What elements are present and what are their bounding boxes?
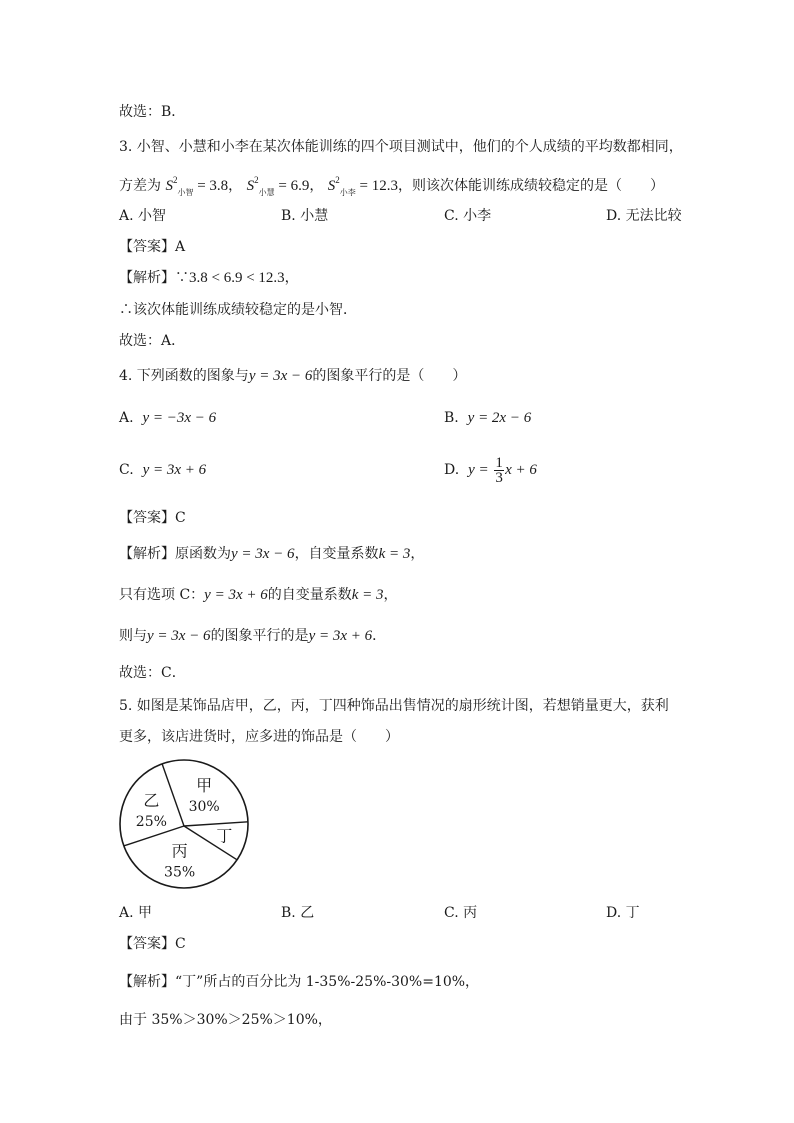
q3-s3-val: = 12.3 — [359, 178, 399, 194]
q4-a3-mid: 的图象平行的是 — [210, 628, 309, 644]
q4-option-d-denominator: 3 — [495, 469, 503, 486]
q4-stem-expr: y = 3x − 6 — [248, 368, 313, 384]
q5-stem-1: 5. 如图是某饰品店甲，乙，丙，丁四种饰品出售情况的扇形统计图，若想销量更大，获利 — [119, 698, 669, 714]
pie-slice-label: 甲 — [196, 776, 213, 796]
q4-analysis-3 — [119, 626, 386, 646]
q3-s1-val: = 3.8 — [197, 178, 229, 194]
q4-option-a-label: A. — [119, 410, 134, 426]
q3-option-b: B. 小慧 — [281, 208, 329, 224]
q3-option-d: D. 无法比较 — [606, 208, 682, 224]
q3-stem: 3. 小智、小慧和小李在某次体能训练的四个项目测试中，他们的个人成绩的平均数都相同， — [119, 139, 683, 155]
q4-option-b-expr: y = 2x − 6 — [467, 410, 532, 426]
q4-stem — [119, 366, 466, 386]
q5-option-a: A. 甲 — [119, 905, 153, 921]
q4-option-c-expr: y = 3x + 6 — [142, 462, 207, 478]
q3-s2-sub: 小慧 — [258, 188, 275, 197]
q4-analysis-1 — [119, 544, 424, 564]
q3-tail: ，则该次体能训练成绩较稳定的是（ ） — [398, 178, 665, 194]
q5-analysis-1: 【解析】“丁”所占的百分比为 1-35%-25%-30%=10%， — [119, 974, 480, 990]
q3-variance-prefix: 方差为 — [119, 178, 161, 194]
q4-a1-expr: y = 3x − 6 — [231, 546, 295, 562]
q4-stem-pre: 4. 下列函数的图象与 — [119, 368, 249, 384]
prev-answer-choice: 故选：B． — [119, 104, 186, 120]
q5-option-d: D. 丁 — [606, 905, 640, 921]
pie-boundary-line — [184, 822, 248, 826]
q3-variance-s2: $S^2_{小慧} = 6.9$ — [246, 175, 310, 197]
q3-s1-sub: 小智 — [177, 188, 194, 197]
q3-analysis-tail: ， — [284, 270, 299, 286]
q4-a2-tail: ， — [383, 587, 398, 603]
q3-s3-sub: 小李 — [339, 188, 356, 197]
pie-slice-label: 丙 — [171, 841, 188, 861]
pie-chart — [118, 758, 250, 894]
q5-stem-2: 更多，该店进货时，应多进的饰品是（ ） — [119, 729, 399, 745]
pie-slice-label: 乙 — [143, 790, 160, 810]
q3-analysis-expr: 3.8 < 6.9 < 12.3 — [189, 270, 285, 286]
q4-a1-pre: 【解析】原函数为 — [119, 546, 231, 562]
q4-analysis-2 — [119, 585, 398, 605]
q4-a3-pre: 则与 — [119, 628, 147, 644]
q3-s2-val: = 6.9 — [278, 178, 310, 194]
pie-chart-svg — [118, 758, 250, 890]
q3-option-c: C. 小李 — [444, 208, 492, 224]
q3-analysis-label: 【解析】∵ — [119, 270, 189, 286]
q4-option-a — [119, 408, 216, 428]
q3-choose: 故选：A． — [119, 333, 186, 349]
q4-a2-expr: y = 3x + 6 — [204, 587, 268, 603]
q4-a3-tail: ． — [372, 628, 387, 644]
q3-variance-s1: $S^2_{小智} = 3.8$ — [165, 175, 229, 197]
q4-option-d-label: D. — [444, 462, 460, 478]
q4-option-d-fraction — [494, 456, 504, 485]
q4-option-b — [444, 408, 531, 428]
q5-analysis-2: 由于 35%＞30%＞25%＞10%， — [119, 1012, 332, 1028]
q4-a2-pre: 只有选项 C： — [119, 587, 205, 603]
q3-option-a: A. 小智 — [119, 208, 167, 224]
q3-answer: 【答案】A — [119, 239, 186, 255]
q4-a2-mid: 的自变量系数 — [267, 587, 352, 603]
q4-a3-expr: y = 3x − 6 — [147, 628, 211, 644]
pie-slice-label: 丁 — [216, 826, 233, 846]
q4-option-c — [119, 460, 206, 480]
pie-slice-value-label: 25% — [135, 813, 167, 830]
q4-option-d-numerator: 1 — [495, 454, 503, 471]
q3-variance-s3: $S^2_{小李} = 12.3$ — [327, 175, 399, 197]
q4-a1-mid: ，自变量系数 — [294, 546, 379, 562]
q3-variance-line: 方差为 $S^2_{小智} = 3.8$， $S^2_{小慧} = 6.9$， $S^2_{小李} = 12.3$，则该次体能训练成绩较稳定的是（ ） — [119, 175, 665, 197]
q4-option-b-label: B. — [444, 410, 459, 426]
q4-a2-k: k = 3 — [351, 587, 384, 603]
pie-slice-value-label: 30% — [188, 799, 220, 816]
q4-a1-tail: ， — [410, 546, 425, 562]
q4-stem-post: 的图象平行的是（ ） — [312, 368, 467, 384]
q4-option-c-label: C. — [119, 462, 134, 478]
q5-option-b: B. 乙 — [281, 905, 315, 921]
q4-option-d-post: x + 6 — [505, 462, 537, 478]
q5-option-c: C. 丙 — [444, 905, 478, 921]
q3-analysis — [119, 268, 299, 288]
q4-choose: 故选：C． — [119, 665, 186, 681]
q3-therefore: ∴该次体能训练成绩较稳定的是小智． — [119, 302, 357, 318]
q4-a1-k: k = 3 — [378, 546, 411, 562]
q4-option-d — [444, 450, 537, 490]
q4-answer: 【答案】C — [119, 510, 186, 526]
q5-answer: 【答案】C — [119, 936, 186, 952]
q4-a3-expr2: y = 3x + 6 — [308, 628, 373, 644]
q4-option-a-expr: y = −3x − 6 — [142, 410, 217, 426]
pie-slice-value-label: 35% — [164, 864, 196, 881]
q4-option-d-pre: y = — [468, 462, 489, 478]
